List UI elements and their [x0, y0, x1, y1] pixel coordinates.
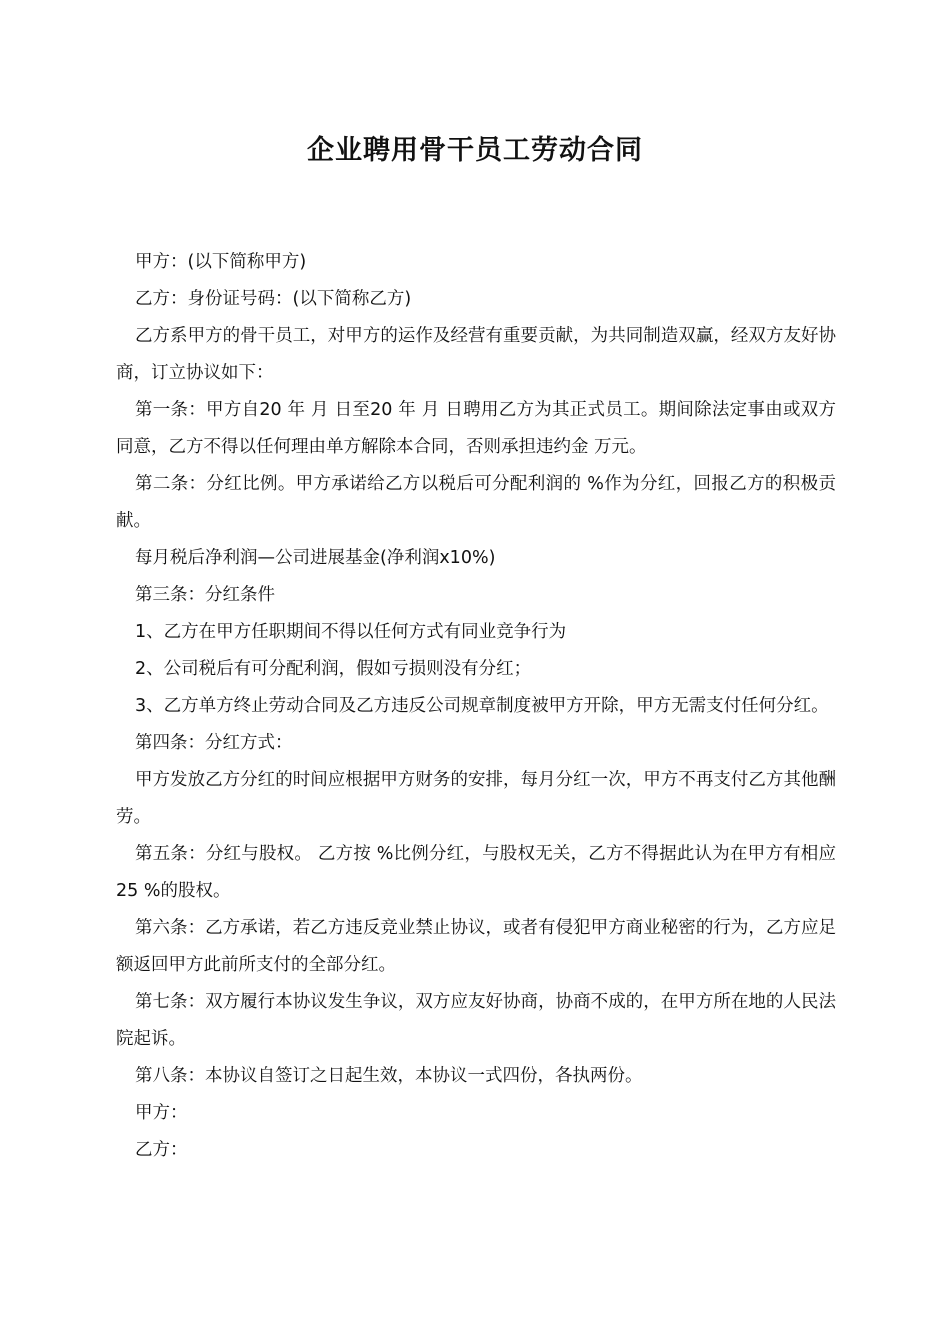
profit-formula: 每月税后净利润—公司进展基金(净利润x10%) — [135, 548, 496, 568]
document-title: 企业聘用骨干员工劳动合同 — [307, 135, 643, 166]
article-1: 第一条：甲方自20 年 月 日至20 年 月 日聘用乙方为其正式员工。期间除法定事由或双方同意，乙方不得以任何理由单方解除本合同，否则承担违约金 万元。 — [116, 400, 836, 457]
article-5: 第五条：分红与股权。 乙方按 %比例分红，与股权无关，乙方不得据此认为在甲方有相应25 %的股权。 — [116, 844, 836, 901]
article-7: 第七条：双方履行本协议发生争议，双方应友好协商，协商不成的，在甲方所在地的人民法院起诉。 — [116, 992, 836, 1049]
preamble-paragraph: 乙方系甲方的骨干员工，对甲方的运作及经营有重要贡献，为共同制造双赢，经双方友好协商，订立协议如下： — [116, 326, 836, 383]
article-3-item-3: 3、乙方单方终止劳动合同及乙方违反公司规章制度被甲方开除，甲方无需支付任何分红。 — [135, 696, 829, 716]
article-2: 第二条：分红比例。甲方承诺给乙方以税后可分配利润的 %作为分红，回报乙方的积极贡献。 — [116, 474, 836, 531]
party-a-signature: 甲方： — [135, 1103, 188, 1123]
party-b-line: 乙方：身份证号码：(以下简称乙方) — [135, 289, 412, 309]
article-3-item-2: 2、公司税后有可分配利润，假如亏损则没有分红； — [135, 659, 532, 679]
party-b-signature: 乙方： — [135, 1140, 188, 1160]
article-3-heading: 第三条：分红条件 — [135, 585, 275, 605]
document-body — [116, 244, 836, 1169]
article-4-heading: 第四条：分红方式： — [135, 733, 293, 753]
article-8: 第八条：本协议自签订之日起生效，本协议一式四份，各执两份。 — [135, 1066, 643, 1086]
article-4-body: 甲方发放乙方分红的时间应根据甲方财务的安排，每月分红一次，甲方不再支付乙方其他酬劳。 — [116, 770, 836, 827]
article-3-item-1: 1、乙方在甲方任职期间不得以任何方式有同业竞争行为 — [135, 622, 567, 642]
article-6: 第六条：乙方承诺，若乙方违反竞业禁止协议，或者有侵犯甲方商业秘密的行为，乙方应足额返回甲方此前所支付的全部分红。 — [116, 918, 836, 975]
party-a-line: 甲方：(以下简称甲方) — [135, 252, 307, 272]
